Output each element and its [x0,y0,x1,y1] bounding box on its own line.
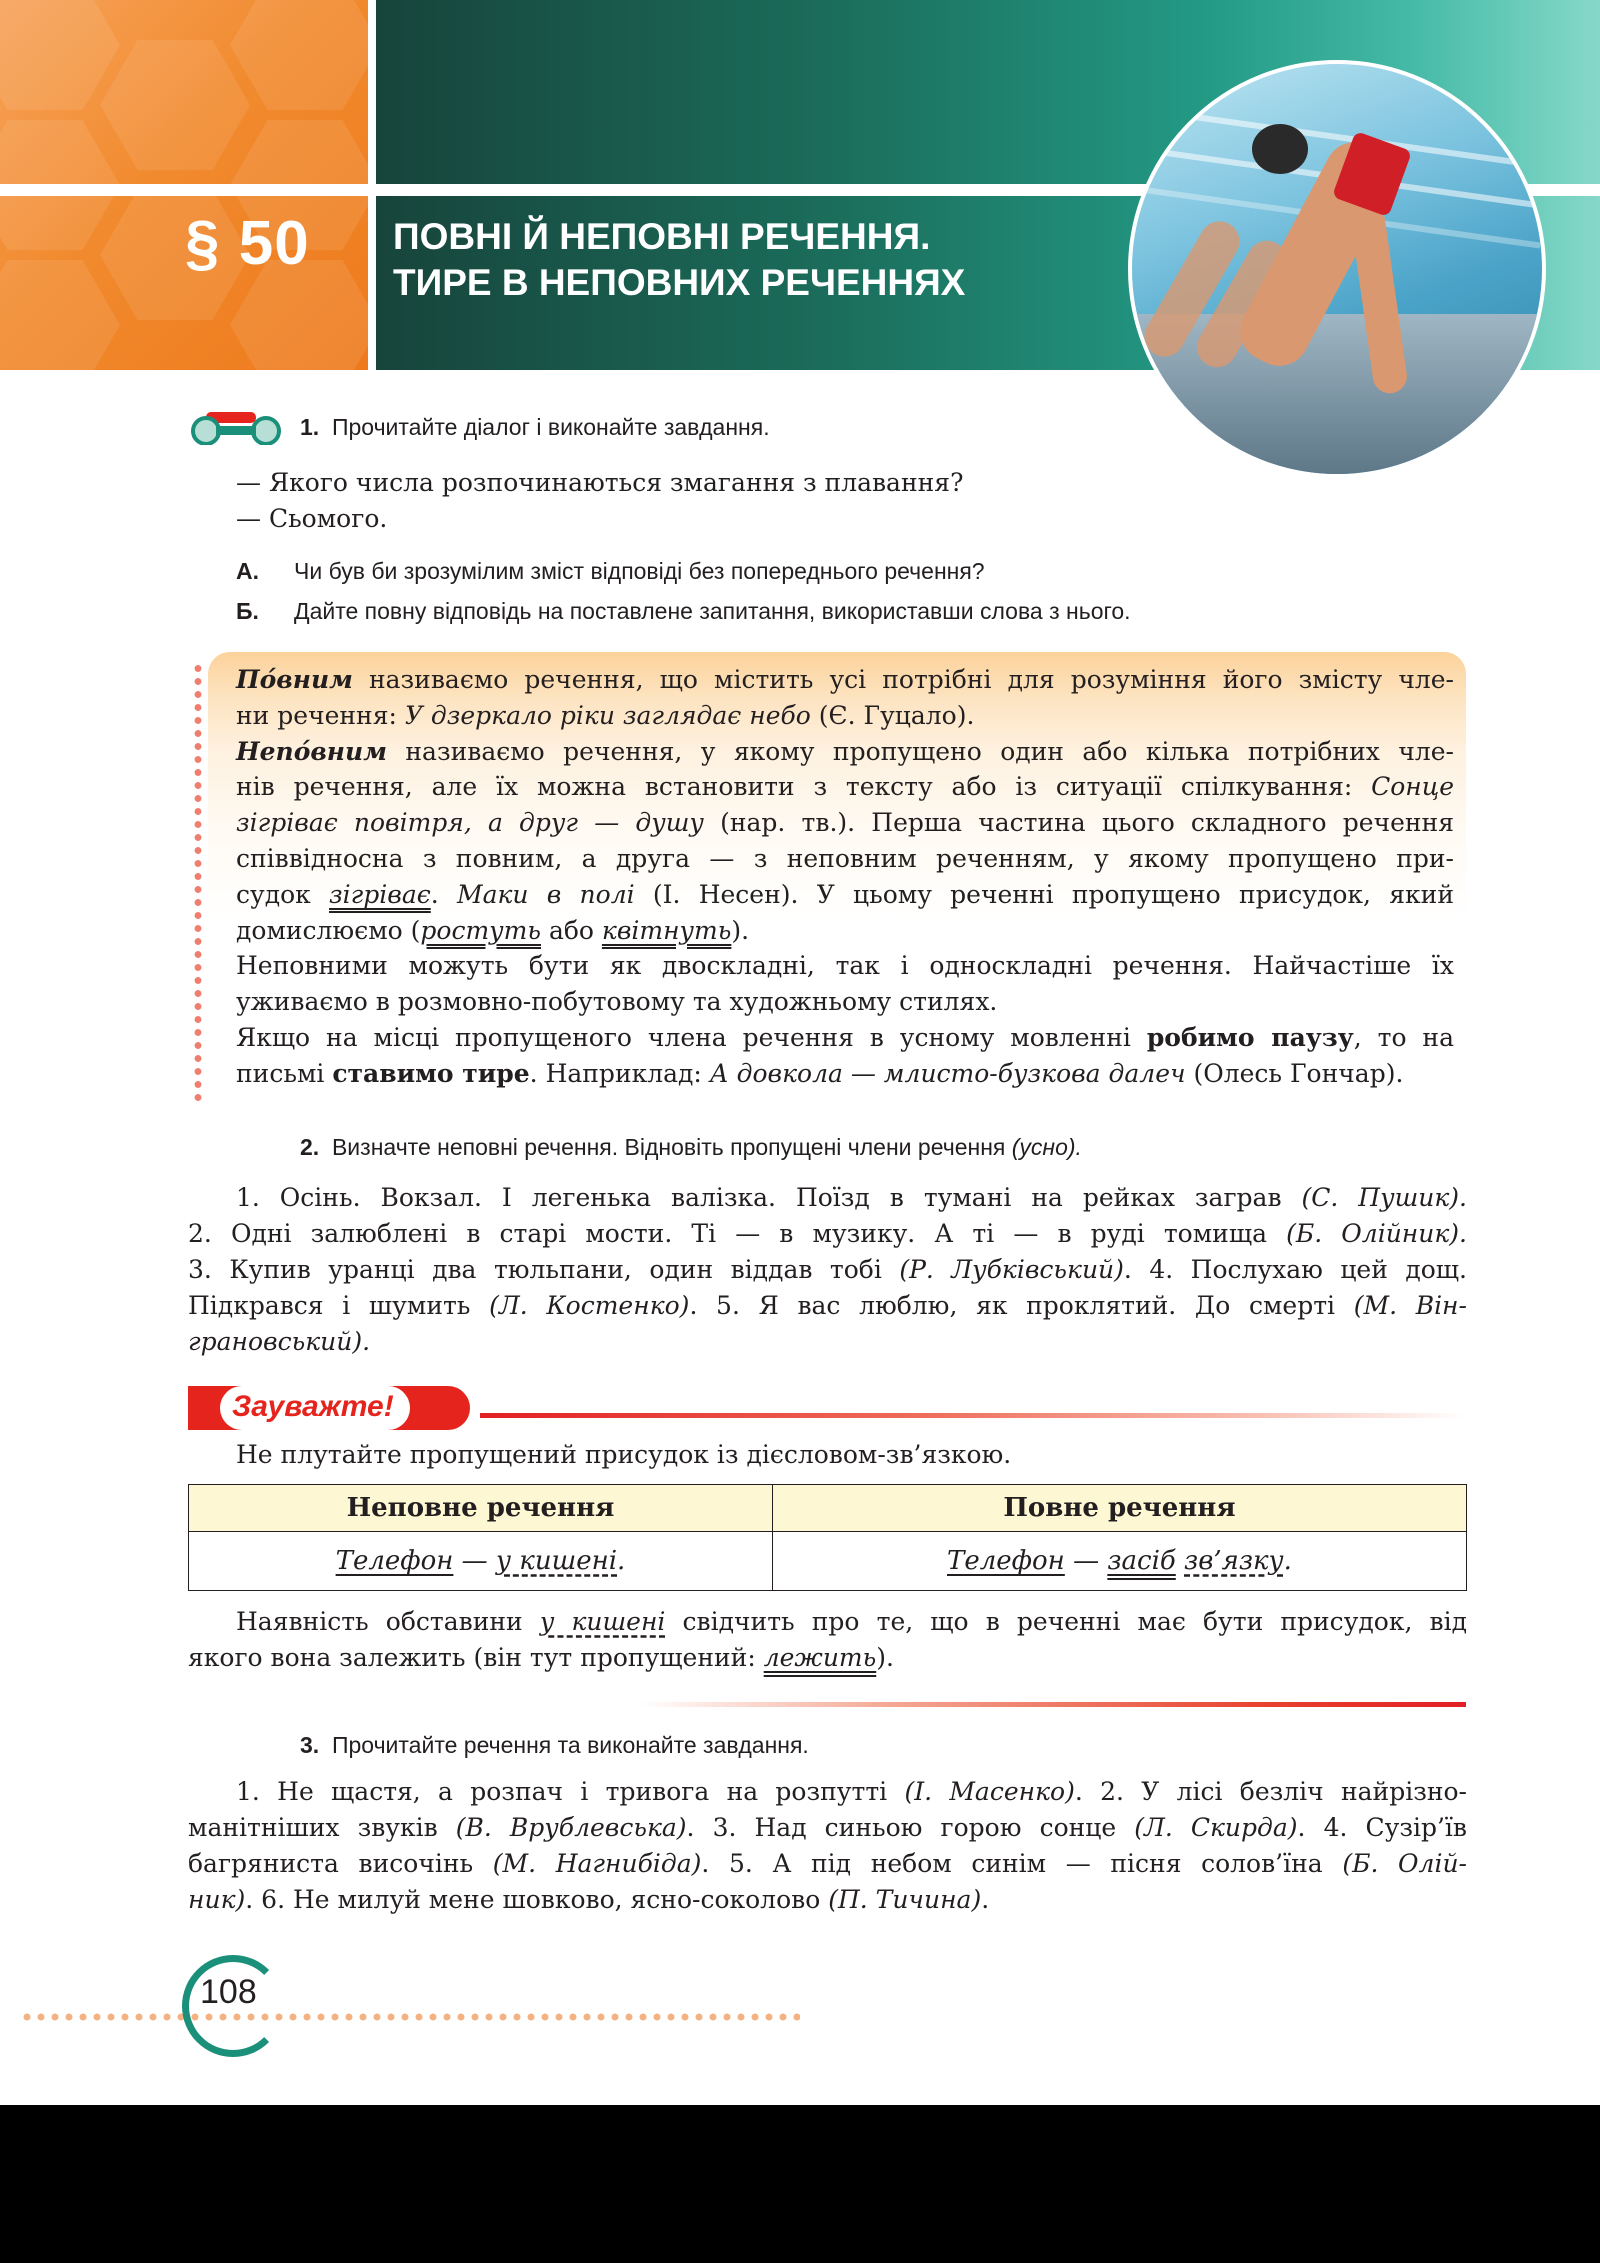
page-number: 108 [200,1973,257,2011]
binoculars-icon [186,409,286,445]
rule-dots [194,662,202,1102]
task-2-text: 1. Осінь. Вокзал. І легенька валізка. Поїзд в тумані на рейках заграв (С. Пушик). 2. Одні залюблені в старі мости. Ті — в музику. А ті — в руді томища (Б. Олійник). 3. Купив уранці два тюльпани, один віддав тобі (Р. Лубківський). 4. Послухаю цей дощ. Підкрався і шумить (Л. Костенко). 5. Я вас люблю, як проклятий. До смерті (М. Він- грановський). [188,1183,1468,1356]
table-cell: Телефон — засіб зв’язку. [772,1532,1466,1591]
task-2-instruction: 2. Визначте неповні речення. Відновіть пропущені члени речення (усно). [300,1134,1082,1160]
task-number: 1. [300,414,320,440]
task-3-text: 1. Не щастя, а розпач і тривога на розпутті (І. Масенко). 2. У лісі безліч найрізно- манітніших звуків (В. Врублевська). 3. Над синьою горою сонце (Л. Скирда). 4. Сузір’їв багряниста височінь (М. Нагнибіда). 5. А під небом синім — пісня солов’їна (Б. Олій- ник). 6. Не милуй мене шовково, ясно-соколово (П. Тичина). [188,1777,1468,1914]
table-row [189,1532,1467,1591]
table-header: Неповне речення [189,1485,773,1532]
page-title [393,214,965,306]
table-header: Повне речення [772,1485,1466,1532]
note-text: Не плутайте пропущений присудок із дієсловом-зв’язкою. [236,1440,1012,1469]
task-3-instruction: 3. Прочитайте речення та виконайте завдання. [300,1732,809,1758]
note-divider [480,1413,1465,1418]
title-line-2: ТИРЕ В НЕПОВНИХ РЕЧЕННЯХ [393,262,966,303]
note-explanation: Наявність обставини у кишені свідчить про те, що в реченні має бути присудок, від якого вона залежить (він тут пропущений: лежить). [188,1607,1468,1672]
footer-dots [20,2012,800,2022]
rule-text: По́вним називаємо речення, що містить усі потрібні для розуміння його змісту чле- ни речення: У дзеркало ріки заглядає небо (Є. Гуцало). Непо́вним називаємо речення, у якому пропущено один або кілька потрібних чле- нів речення, але їх можна встановити з тексту або із ситуації спілкування: Сонце зігріває повітря, а друг — душу (нар. тв.). Перша частина цього складного речення співвідносна з повним, а друга — з неповним реченням, у якому пропущено при- судок зігріває. Маки в полі (І. Несен). У цьому реченні пропущено присудок, який домислюємо (ростуть або квітнуть). Неповними можуть бути як двоскладні, так і односкладні речення. Найчастіше їх уживаємо в розмовно-побутовому та художньому стилях. Якщо на місці пропущеного члена речення в усному мовленні робимо паузу, то на письмі ставимо тире. Наприклад: А довкола — млисто-бузкова далеч (Олесь Гончар). [236,665,1454,1088]
dialog: — Якого числа розпочинаються змагання з плавання? — Сьомого. [236,468,964,533]
section-number: § 50 [185,209,310,278]
task-1-instruction: 1. Прочитайте діалог і виконайте завдання. [300,414,770,440]
swimmer-photo [1128,60,1546,478]
task-1-questions: А. Чи був би зрозумілим зміст відповіді без попереднього речення? Б. Дайте повну відповідь на поставлене запитання, використавши слова з нього. [236,558,1131,624]
comparison-table [188,1484,1467,1591]
note-label: Зауважте! [232,1390,394,1423]
title-line-1: ПОВНІ Й НЕПОВНІ РЕЧЕННЯ. [393,216,931,257]
note-end-divider [640,1702,1466,1707]
table-cell: Телефон — у кишені. [189,1532,773,1591]
